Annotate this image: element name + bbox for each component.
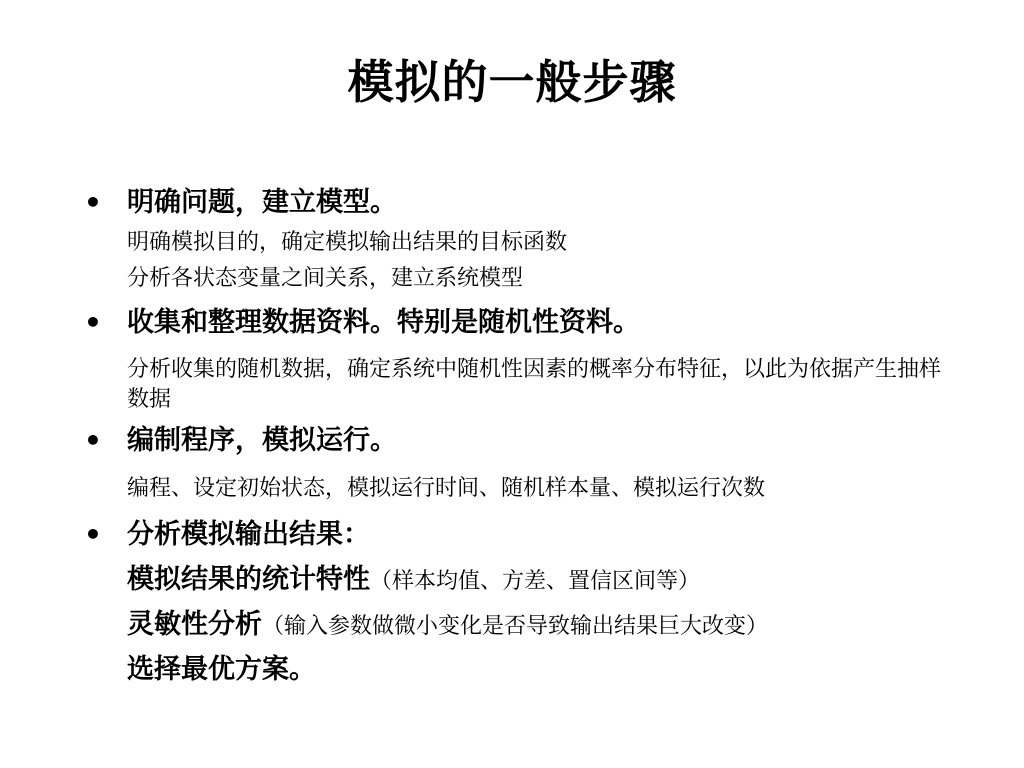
subpoint-bold-text: 选择最优方案。 (127, 654, 316, 685)
subpoint-paren-text: （输入参数做微小变化是否导致输出结果巨大改变） (262, 614, 769, 639)
step-3-heading: 编制程序，模拟运行。 (127, 425, 397, 456)
step-2-heading: 收集和整理数据资料。特别是随机性资料。 (127, 307, 640, 338)
subpoint-bold-text: 灵敏性分析 (127, 609, 262, 640)
step-1-detail-1: 明确模拟目的，确定模拟输出结果的目标函数 (127, 230, 568, 255)
bullet-marker: • (84, 186, 102, 219)
step-1-heading: 明确问题，建立模型。 (127, 187, 397, 218)
bullet-marker: • (84, 306, 102, 339)
step-4-subpoint-2 (127, 607, 768, 645)
step-1-detail-2: 分析各状态变量之间关系，建立系统模型 (127, 266, 524, 291)
step-4-subpoint-1 (127, 562, 700, 600)
slide-title: 模拟的一般步骤 (347, 55, 677, 109)
subpoint-bold-text: 模拟结果的统计特性 (127, 564, 370, 595)
bullet-marker: • (84, 518, 102, 551)
bullet-marker: • (84, 424, 102, 457)
step-4-heading: 分析模拟输出结果： (127, 519, 370, 550)
step-4-subpoint-3 (127, 652, 316, 688)
step-3-detail-1: 编程、设定初始状态，模拟运行时间、随机样本量、模拟运行次数 (127, 476, 766, 501)
subpoint-paren-text: （样本均值、方差、置信区间等） (370, 569, 701, 594)
step-2-detail-1: 分析收集的随机数据，确定系统中随机性因素的概率分布特征，以此为依据产生抽样数据 (127, 357, 942, 412)
